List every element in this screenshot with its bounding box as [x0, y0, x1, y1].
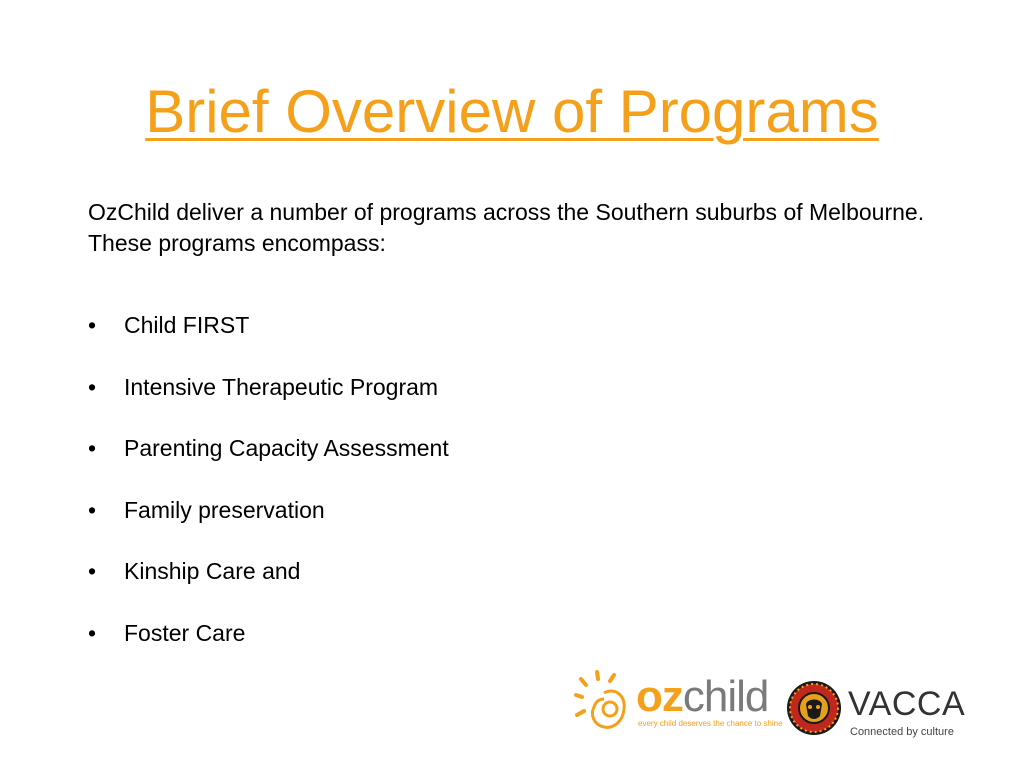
vacca-wordmark: VACCA — [848, 685, 966, 723]
sun-icon — [574, 669, 636, 739]
list-item — [88, 372, 449, 434]
list-item — [88, 310, 449, 372]
vacca-seal-icon — [786, 680, 842, 736]
bullet-icon: • — [88, 619, 97, 646]
list-item — [88, 495, 449, 557]
list-item — [88, 433, 449, 495]
bullet-icon: • — [88, 558, 97, 584]
list-item-label: Intensive Therapeutic Program — [124, 373, 439, 400]
list-item-label: Parenting Capacity Assessment — [124, 435, 449, 461]
program-list — [88, 310, 449, 679]
vacca-tagline: Connected by culture — [850, 726, 954, 738]
slide-title: Brief Overview of Programs — [145, 78, 879, 145]
bullet-icon: • — [88, 435, 97, 461]
ozchild-logo — [574, 669, 783, 739]
bullet-icon: • — [88, 496, 97, 523]
ozchild-tagline: every child deserves the chance to shine — [638, 719, 783, 728]
list-item-label: Child FIRST — [124, 312, 250, 338]
vacca-logo — [786, 680, 986, 742]
list-item-label: Foster Care — [124, 619, 246, 646]
intro-paragraph: OzChild deliver a number of programs across the Southern suburbs of Melbourne. These programs encompass: — [88, 199, 925, 256]
list-item-label: Family preservation — [124, 496, 325, 523]
list-item — [88, 556, 449, 618]
list-item-label: Kinship Care and — [124, 558, 301, 584]
bullet-icon: • — [88, 373, 97, 400]
bullet-icon: • — [88, 312, 97, 338]
list-item — [88, 618, 449, 680]
ozchild-wordmark: ozchild — [636, 672, 769, 721]
